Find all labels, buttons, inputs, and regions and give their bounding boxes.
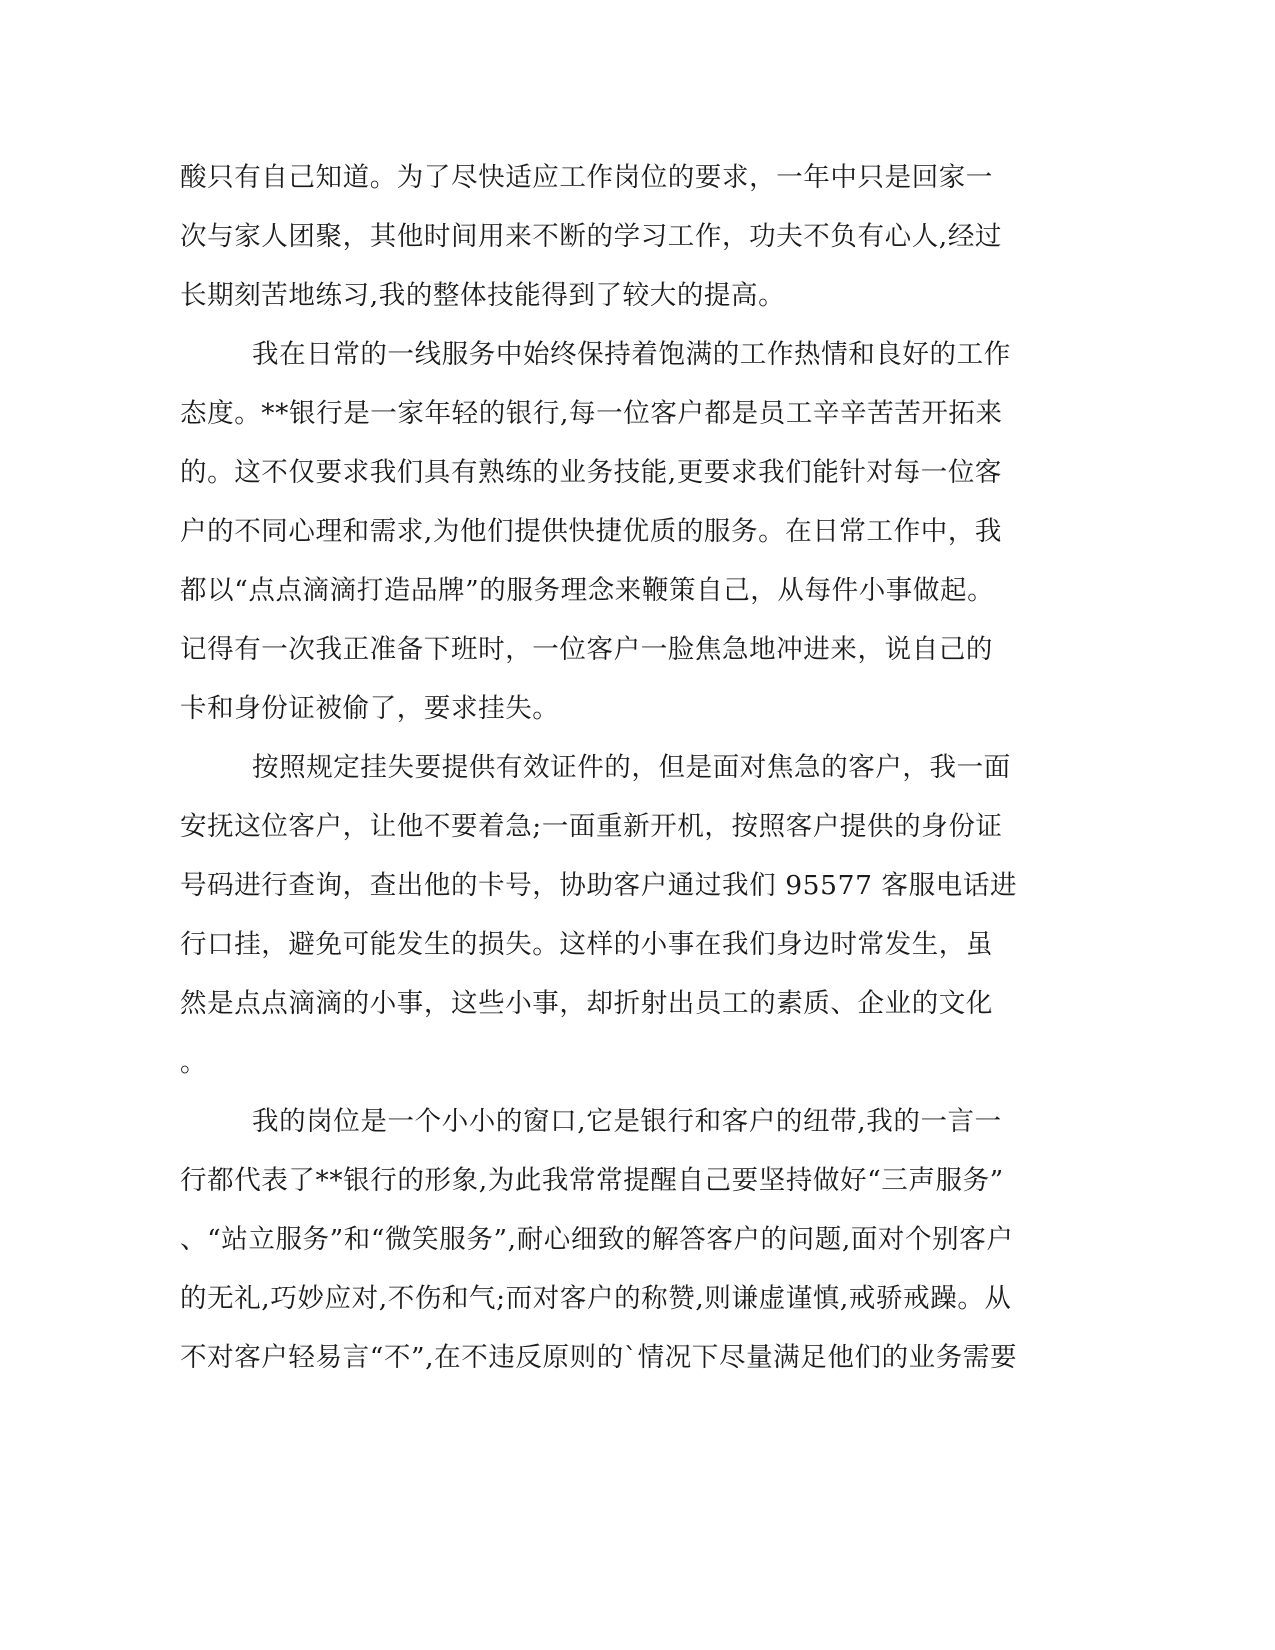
body-text — [180, 148, 1040, 1387]
text-line: 长期刻苦地练习,我的整体技能得到了较大的提高。 — [180, 280, 786, 311]
paragraph-2 — [180, 325, 1040, 738]
text-line: 、“站立服务”和“微笑服务”,耐心细致的解答客户的问题,面对个别客户 — [180, 1224, 1014, 1255]
text-line: 态度。**银行是一家年轻的银行,每一位客户都是员工辛辛苦苦开拓来 — [180, 398, 1003, 429]
paragraph-1 — [180, 148, 1040, 325]
text-line: 都以“点点滴滴打造品牌”的服务理念来鞭策自己，从每件小事做起。 — [180, 575, 995, 606]
text-line: 我的岗位是一个小小的窗口,它是银行和客户的纽带,我的一言一 — [252, 1106, 1002, 1137]
text-line: 记得有一次我正准备下班时，一位客户一脸焦急地冲进来，说自己的 — [180, 634, 993, 665]
text-line: 行都代表了**银行的形象,为此我常常提醒自己要坚持做好“三声服务” — [180, 1165, 1004, 1196]
text-line: 我在日常的一线服务中始终保持着饱满的工作热情和良好的工作 — [252, 339, 1011, 370]
text-line: 不对客户轻易言“不”,在不违反原则的`情况下尽量满足他们的业务需要 — [180, 1342, 1018, 1373]
text-line: 然是点点滴滴的小事，这些小事，却折射出员工的素质、企业的文化 — [180, 988, 993, 1019]
text-line: 酸只有自己知道。为了尽快适应工作岗位的要求，一年中只是回家一 — [180, 162, 993, 193]
text-line: 的无礼,巧妙应对,不伤和气;而对客户的称赞,则谦虚谨慎,戒骄戒躁。从 — [180, 1283, 1012, 1314]
text-line: 。 — [180, 1047, 208, 1078]
text-line: 号码进行查询，查出他的卡号，协助客户通过我们 95577 客服电话进 — [180, 870, 1018, 901]
text-line: 户的不同心理和需求,为他们提供快捷优质的服务。在日常工作中，我 — [180, 516, 1003, 547]
text-line: 行口挂，避免可能发生的损失。这样的小事在我们身边时常发生，虽 — [180, 929, 993, 960]
text-line: 的。这不仅要求我们具有熟练的业务技能,更要求我们能针对每一位客 — [180, 457, 1003, 488]
text-line: 卡和身份证被偷了，要求挂失。 — [180, 693, 560, 724]
text-line: 安抚这位客户，让他不要着急;一面重新开机，按照客户提供的身份证 — [180, 811, 1003, 842]
paragraph-3 — [180, 738, 1040, 1092]
text-line: 按照规定挂失要提供有效证件的，但是面对焦急的客户，我一面 — [252, 752, 1011, 783]
paragraph-4 — [180, 1092, 1040, 1387]
text-line: 次与家人团聚，其他时间用来不断的学习工作，功夫不负有心人,经过 — [180, 221, 1003, 252]
